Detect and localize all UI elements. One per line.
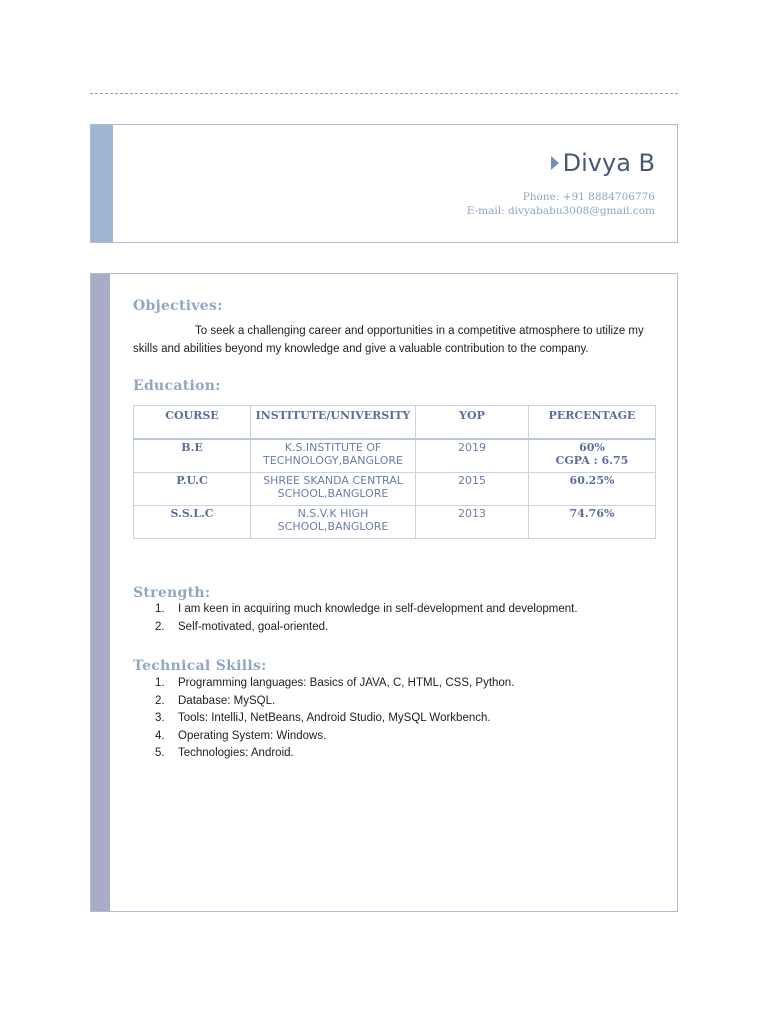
course-cell: P.U.C <box>134 473 251 506</box>
objectives-text <box>133 322 658 358</box>
list-number: 4. <box>155 729 165 742</box>
list-number: 1. <box>155 603 165 615</box>
list-text: I am keen in acquiring much knowledge in self-development and development. <box>178 603 578 615</box>
percentage-cell: 60.25% <box>529 473 656 506</box>
list-item <box>133 619 578 637</box>
list-item <box>133 745 514 763</box>
phone-text: Phone: +91 8884706776 <box>522 191 655 203</box>
institute-line: SCHOOL,BANGLORE <box>277 520 389 533</box>
email-text: E-mail: divyababu3008@gmail.com <box>466 205 655 217</box>
education-heading: Education: <box>133 378 221 394</box>
yop-cell: 2015 <box>416 473 529 506</box>
list-number: 2. <box>155 694 165 707</box>
institute-line: N.S.V.K HIGH <box>297 507 369 520</box>
course-cell: B.E <box>134 439 251 473</box>
technical-skills-list <box>133 675 514 763</box>
percentage-cell: 74.76% <box>529 506 656 539</box>
institute-cell <box>251 439 416 473</box>
list-item <box>133 601 578 619</box>
list-item <box>133 693 514 711</box>
education-table <box>133 405 656 539</box>
name-row <box>551 149 655 177</box>
percentage-value: 60% <box>579 441 605 454</box>
yop-cell: 2013 <box>416 506 529 539</box>
institute-cell <box>251 473 416 506</box>
percentage-cell <box>529 439 656 473</box>
institute-cell <box>251 506 416 539</box>
list-number: 2. <box>155 620 165 633</box>
cgpa-value: CGPA : 6.75 <box>555 454 629 467</box>
list-text: Programming languages: Basics of JAVA, C, HTML, CSS, Python. <box>178 677 515 689</box>
main-content-box <box>90 273 678 912</box>
list-item <box>133 710 514 728</box>
objectives-heading: Objectives: <box>133 298 223 314</box>
objectives-paragraph: To seek a challenging career and opportunities in a competitive atmosphere to utilize my skills and abilities beyond my knowledge and give a valuable contribution to the company. <box>133 325 644 355</box>
column-header: COURSE <box>134 406 251 440</box>
institute-line: K.S.INSTITUTE OF <box>284 441 382 454</box>
header-accent-bar <box>91 125 113 242</box>
list-text: Technologies: Android. <box>178 747 294 759</box>
list-number: 1. <box>155 677 165 689</box>
triangle-bullet-icon <box>551 156 559 170</box>
institute-line: SCHOOL,BANGLORE <box>277 487 389 500</box>
list-number: 3. <box>155 712 165 724</box>
table-row <box>134 439 656 473</box>
yop-cell: 2019 <box>416 439 529 473</box>
candidate-name: Divya B <box>562 149 655 177</box>
technical-skills-heading: Technical Skills: <box>133 658 267 674</box>
column-header: PERCENTAGE <box>529 406 656 440</box>
list-item <box>133 728 514 746</box>
list-text: Self-motivated, goal-oriented. <box>178 620 329 633</box>
table-row <box>134 506 656 539</box>
dashed-divider <box>90 93 678 94</box>
list-text: Tools: IntelliJ, NetBeans, Android Studio, MySQL Workbench. <box>178 712 491 724</box>
course-cell: S.S.L.C <box>134 506 251 539</box>
list-text: Database: MySQL. <box>178 694 276 707</box>
list-text: Operating System: Windows. <box>178 729 327 742</box>
strength-list <box>133 601 578 636</box>
header-box <box>90 124 678 243</box>
table-header-row <box>134 406 656 440</box>
list-item <box>133 675 514 693</box>
main-accent-bar <box>91 274 110 911</box>
table-row <box>134 473 656 506</box>
institute-line: SHREE SKANDA CENTRAL <box>263 474 403 487</box>
strength-heading: Strength: <box>133 585 211 601</box>
institute-line: TECHNOLOGY,BANGLORE <box>263 454 403 467</box>
list-number: 5. <box>155 747 165 759</box>
column-header: YOP <box>416 406 529 440</box>
column-header: INSTITUTE/UNIVERSITY <box>251 406 416 440</box>
